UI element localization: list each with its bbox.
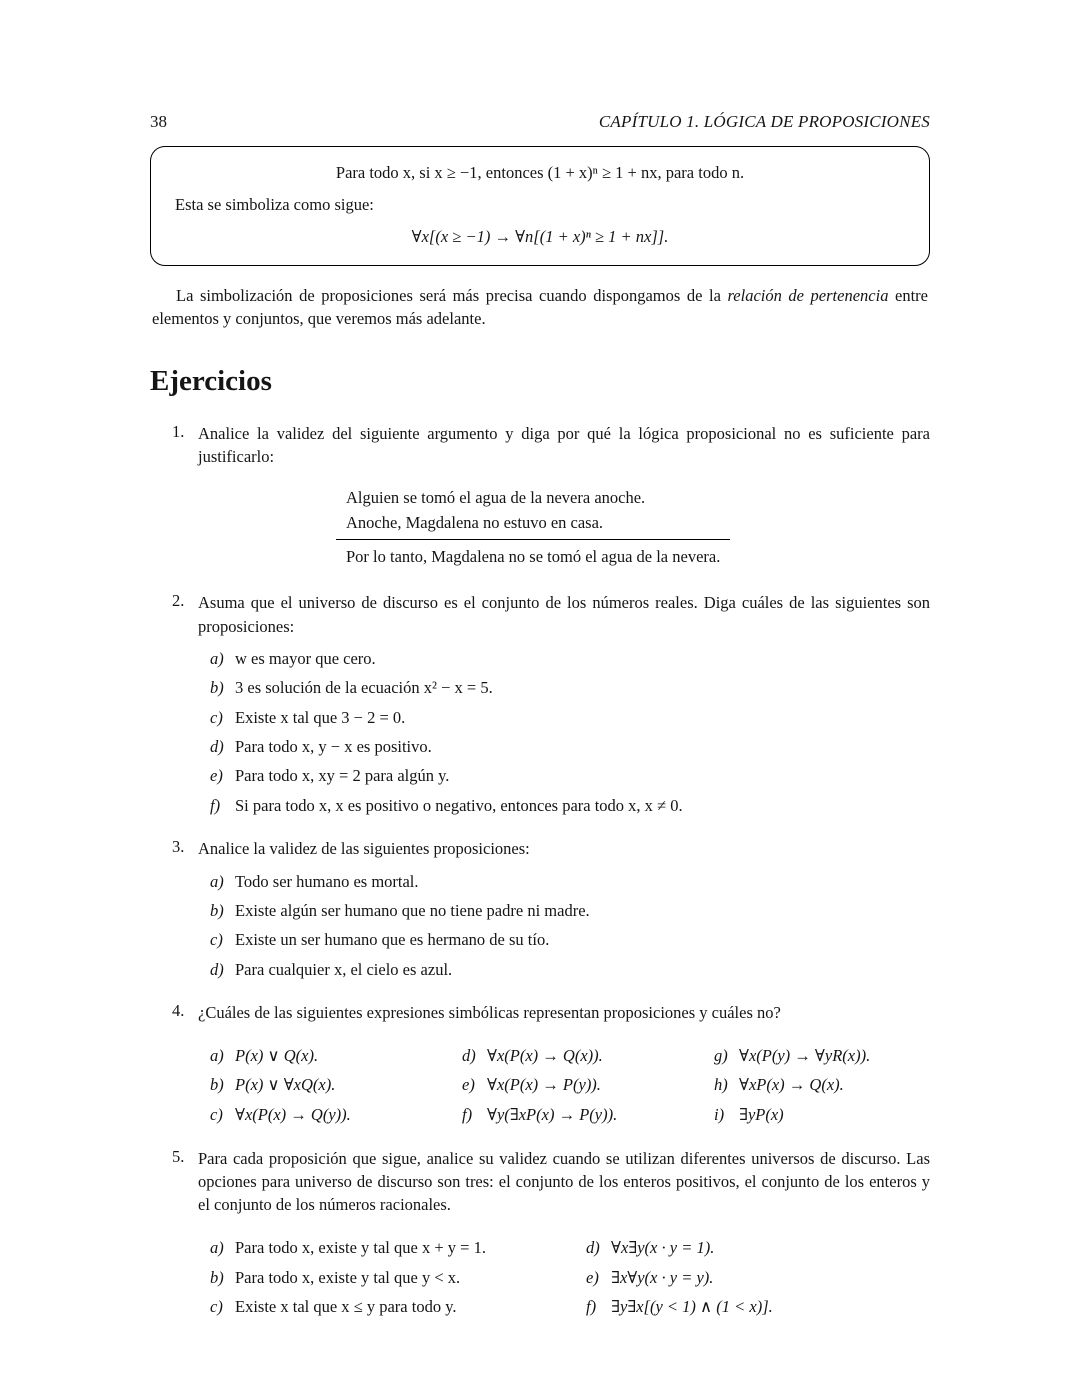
exercise-2-items (198, 648, 930, 817)
list-item (210, 1267, 586, 1290)
list-item (586, 1267, 930, 1290)
exercise-5-number: 5. (172, 1146, 185, 1166)
item-formula: ∀x∃y(x · y = 1). (611, 1238, 715, 1258)
box-intro: Esta se simboliza como sigue: (175, 195, 374, 214)
item-text: Para todo x, y − x es positivo. (235, 737, 432, 757)
item-text: w es mayor que cero. (235, 649, 376, 669)
list-item (210, 677, 930, 700)
list-item (210, 707, 930, 730)
list-item (210, 871, 930, 894)
item-text: Todo ser humano es mortal. (235, 871, 419, 891)
item-text: Si para todo x, x es positivo o negativo, entonces para todo x, x ≠ 0. (235, 795, 683, 815)
item-label: c) (210, 707, 223, 727)
exercise-2-text: Asuma que el universo de discurso es el conjunto de los números reales. Diga cuáles de las siguientes son proposiciones: (198, 593, 930, 636)
list-item (586, 1296, 930, 1319)
exercise-1-text: Analice la validez del siguiente argumento y diga por qué la lógica proposicional no es suficiente para justificarlo: (198, 423, 930, 467)
item-text: Existe un ser humano que es hermano de su tío. (235, 930, 550, 950)
item-label: f) (586, 1296, 597, 1316)
exercise-4-body (198, 1001, 930, 1126)
exercise-5-text: Para cada proposición que sigue, analice su validez cuando se utilizan diferentes universos de discurso. Las opciones para universo de discurso son tres: el conjunto de los enteros positivos, el conjunto de los enteros y el conjunto de los números racionales. (198, 1148, 930, 1215)
argument-premises (336, 485, 730, 540)
item-formula: ∀x(P(x) → Q(x)). (487, 1046, 603, 1066)
item-label: a) (210, 1046, 224, 1066)
list-item (714, 1074, 930, 1097)
page-header (150, 112, 930, 132)
item-label: e) (210, 766, 223, 786)
proposition-column-2 (586, 1231, 930, 1319)
exercise-2 (150, 591, 930, 817)
argument-premise-2: Anoche, Magdalena no estuvo en casa. (346, 513, 604, 533)
exercise-3-number: 3. (172, 837, 185, 857)
formula-column-1 (210, 1039, 462, 1127)
proposition-columns (210, 1231, 930, 1319)
item-text: Existe x tal que x ≤ y para todo y. (235, 1296, 457, 1316)
item-label: b) (210, 1075, 224, 1095)
exercise-4-number: 4. (172, 1001, 185, 1021)
list-item (462, 1074, 714, 1097)
list-item (210, 1104, 462, 1127)
item-label: d) (586, 1238, 600, 1258)
item-text: Para todo x, existe y tal que y < x. (235, 1267, 461, 1287)
item-text: Para cualquier x, el cielo es azul. (235, 959, 453, 979)
exercise-3-items (198, 871, 930, 982)
item-label: h) (714, 1075, 728, 1095)
list-item (714, 1045, 930, 1068)
item-formula: ∀x(P(y) → ∀yR(x)). (739, 1046, 871, 1066)
item-label: e) (462, 1075, 475, 1095)
list-item (210, 1237, 586, 1260)
list-item (210, 736, 930, 759)
item-text: Para todo x, existe y tal que x + y = 1. (235, 1238, 486, 1258)
argument-premise-1: Alguien se tomó el agua de la nevera anoche. (346, 487, 646, 507)
exercise-1 (150, 422, 930, 572)
chapter-title: CAPÍTULO 1. LÓGICA DE PROPOSICIONES (598, 112, 930, 131)
item-text: 3 es solución de la ecuación x² − x = 5. (235, 678, 493, 698)
item-label: d) (462, 1046, 476, 1066)
item-formula: ∃x∀y(x · y = y). (611, 1267, 714, 1287)
exercise-3 (150, 837, 930, 981)
exercise-3-text: Analice la validez de las siguientes proposiciones: (198, 839, 530, 859)
item-label: d) (210, 959, 224, 979)
argument-block (346, 485, 720, 570)
item-label: e) (586, 1267, 599, 1287)
item-formula: ∀x(P(x) → P(y)). (487, 1075, 601, 1095)
exercise-4-text: ¿Cuáles de las siguientes expresiones simbólicas representan proposiciones y cuáles no? (198, 1003, 781, 1023)
exercise-4 (150, 1001, 930, 1126)
list-item (210, 648, 930, 671)
item-formula: ∃y∃x[(y < 1) ∧ (1 < x)]. (611, 1296, 773, 1316)
item-label: f) (210, 795, 221, 815)
item-text: Existe algún ser humano que no tiene padre ni madre. (235, 901, 590, 920)
exercise-2-body (198, 591, 930, 817)
item-formula: ∀x(P(x) → Q(y)). (235, 1104, 351, 1124)
box-formula: ∀x[(x ≥ −1) → ∀n[(1 + x)ⁿ ≥ 1 + nx]]. (411, 227, 669, 246)
formula-column-3 (714, 1039, 930, 1127)
list-item (210, 1074, 462, 1097)
list-item (210, 900, 930, 923)
item-formula: P(x) ∨ Q(x). (235, 1046, 319, 1066)
list-item (210, 795, 930, 818)
exercise-5-body (198, 1147, 930, 1319)
item-formula: ∀xP(x) → Q(x). (739, 1075, 844, 1095)
list-item (586, 1237, 930, 1260)
example-box (150, 146, 930, 266)
list-item (210, 1045, 462, 1068)
list-item (210, 959, 930, 982)
item-label: c) (210, 1104, 223, 1124)
intro-paragraph-part1: La simbolización de proposiciones será más precisa cuando dispongamos de la (176, 286, 728, 305)
item-label: b) (210, 901, 224, 920)
item-formula: ∃yP(x) (739, 1104, 784, 1124)
exercise-1-body (198, 422, 930, 572)
exercise-3-body (198, 837, 930, 981)
item-label: b) (210, 1267, 224, 1287)
exercise-5 (150, 1147, 930, 1319)
item-label: i) (714, 1104, 725, 1124)
formula-columns (210, 1039, 930, 1127)
intro-paragraph-part2: entre elementos y conjuntos, que veremos más adelante. (152, 286, 928, 329)
argument-conclusion: Por lo tanto, Magdalena no se tomó el agua de la nevera. (346, 546, 721, 566)
list-item (462, 1104, 714, 1127)
formula-column-2 (462, 1039, 714, 1127)
item-label: a) (210, 1238, 224, 1258)
list-item (462, 1045, 714, 1068)
item-label: g) (714, 1046, 728, 1066)
item-label: c) (210, 1296, 223, 1316)
list-item (210, 765, 930, 788)
exercise-2-number: 2. (172, 591, 185, 611)
item-label: a) (210, 649, 224, 669)
item-formula: P(x) ∨ ∀xQ(x). (235, 1075, 336, 1095)
item-label: f) (462, 1104, 473, 1124)
list-item (210, 1296, 586, 1319)
list-item (714, 1104, 930, 1127)
intro-paragraph (152, 284, 928, 331)
intro-paragraph-emphasis: relación de pertenencia (727, 286, 889, 305)
page-number: 38 (150, 112, 167, 131)
exercise-1-number: 1. (172, 421, 185, 441)
item-label: a) (210, 871, 224, 891)
item-text: Para todo x, xy = 2 para algún y. (235, 766, 450, 786)
item-text: Existe x tal que 3 − 2 = 0. (235, 707, 406, 727)
item-formula: ∀y(∃xP(x) → P(y)). (487, 1104, 618, 1124)
box-statement: Para todo x, si x ≥ −1, entonces (1 + x)ⁿ ≥ 1 + nx, para todo n. (335, 163, 745, 182)
item-label: b) (210, 678, 224, 698)
section-title: Ejercicios (150, 364, 272, 397)
item-label: c) (210, 930, 223, 950)
list-item (210, 929, 930, 952)
item-label: d) (210, 737, 224, 757)
proposition-column-1 (210, 1231, 586, 1319)
